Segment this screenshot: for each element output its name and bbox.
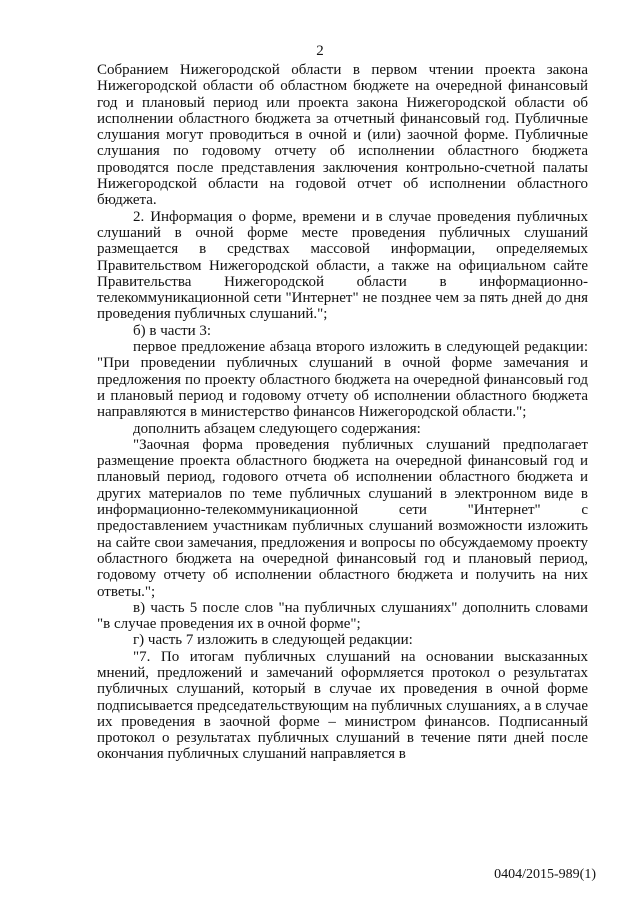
paragraph-9: "7. По итогам публичных слушаний на основании высказанных мнений, предложений и замечаний оформляется протокол о результатах публичных слушаний, который в случае их проведения в очной форме подписывается председательствующим на публичных слушаниях, а в случае их проведения в заочной форме – министром финансов. Подписанный протокол о результатах публичных слушаний в течение пяти дней после окончания публичных слушаний направляется в — [97, 648, 588, 763]
page-number: 2 — [316, 43, 324, 59]
paragraph-6: "Заочная форма проведения публичных слушаний предполагает размещение проекта областного бюджета на очередной финансовый год и плановый период, годового отчета об исполнении областного бюджета и других материалов по теме публичных слушаний в электронном виде в информационно-телекоммуникационной сети "Интернет" с предоставлением участникам публичных слушаний возможности изложить на сайте свои замечания, предложения и вопросы по обсуждаемому проекту областного бюджета на очередной финансовый год и плановый период, годовому отчету об исполнении областного бюджета и получить на них ответы."; — [97, 436, 588, 600]
paragraph-3: б) в части 3: — [133, 322, 212, 339]
paragraph-8: г) часть 7 изложить в следующей редакции: — [133, 632, 413, 649]
paragraph-7: в) часть 5 после слов "на публичных слушаниях" дополнить словами "в случае проведения их в очной форме"; — [97, 599, 588, 633]
document-code: 0404/2015-989(1) — [494, 867, 596, 882]
document-body — [97, 62, 588, 763]
paragraph-1: Собранием Нижегородской области в первом чтении проекта закона Нижегородской области об областном бюджете на очередной финансовый год и плановый период или проекта закона Нижегородской области об исполнении областного бюджета за отчетный финансовый год. Публичные слушания могут проводиться в очной и (или) заочной форме. Публичные слушания по годовому отчету об исполнении областного бюджета проводятся после представления заключения контрольно-счетной палаты Нижегородской области на годовой отчет об исполнении областного бюджета. — [97, 62, 588, 209]
paragraph-2: 2. Информация о форме, времени и в случае проведения публичных слушаний в очной форме месте проведения публичных слушаний размещается в средствах массовой информации, определяемых Правительством Нижегородской области, а также на официальном сайте Правительства Нижегородской области в информационно-телекоммуникационной сети "Интернет" не позднее чем за пять дней до дня проведения публичных слушаний."; — [97, 208, 588, 323]
paragraph-5: дополнить абзацем следующего содержания: — [133, 420, 421, 437]
paragraph-4: первое предложение абзаца второго изложить в следующей редакции: "При проведении публичных слушаний в очной форме замечания и предложения по проекту областного бюджета на очередной финансовый год и плановый период и годовому отчету об исполнении областного бюджета направляются в министерство финансов Нижегородской области."; — [97, 339, 588, 421]
